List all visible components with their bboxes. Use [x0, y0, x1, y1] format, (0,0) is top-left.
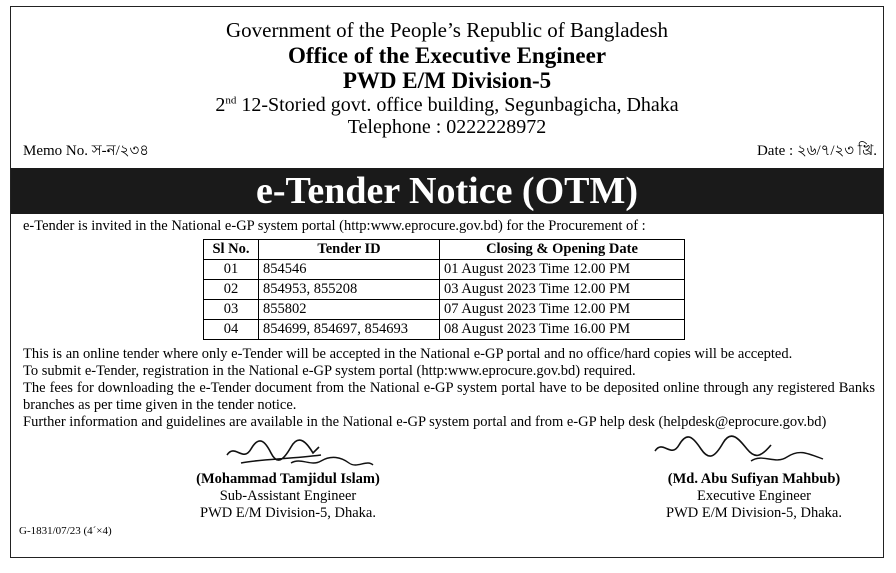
print-code: G-1831/07/23 (4´×4) [19, 525, 112, 537]
left-signatory-title: Sub-Assistant Engineer [219, 487, 357, 504]
memo-row [11, 139, 883, 164]
cell-date: 08 August 2023 Time 16.00 PM [440, 319, 685, 339]
body-paragraph-fees: The fees for downloading the e-Tender document from the National e-GP system portal have to be deposited online through any registered Banks branches as per time given in the tender notice. [23, 379, 875, 413]
cell-sl: 01 [204, 259, 259, 279]
notice-title-banner: e-Tender Notice (OTM) [11, 168, 883, 214]
address-ordinal: 2 [215, 94, 226, 117]
body-paragraph-info [23, 414, 875, 431]
header-tender-id: Tender ID [259, 239, 440, 259]
tender-notice-document [10, 6, 884, 558]
left-signatory [183, 471, 393, 522]
cell-tender-id: 854953, 855208 [259, 279, 440, 299]
office-line: Office of the Executive Engineer [287, 42, 607, 68]
cell-tender-id: 854699, 854697, 854693 [259, 319, 440, 339]
helpdesk-email: (helpdesk@eprocure.gov.bd) [658, 413, 827, 430]
header-date: Closing & Opening Date [440, 239, 685, 259]
intro-text: e-Tender is invited in the National e-GP system portal (http:www.eprocure.gov.bd) for the Procurement of : [23, 217, 646, 234]
notice-body [11, 340, 883, 431]
right-signatory-office: PWD E/M Division-5, Dhaka. [666, 504, 842, 521]
right-signature-mark [651, 431, 831, 471]
left-signatory-name: (Mohammad Tamjidul Islam) [196, 470, 380, 487]
cell-sl: 03 [204, 299, 259, 319]
body-paragraph-registration: To submit e-Tender, registration in the National e-GP system portal (http:www.eprocure.gov.bd) required. [23, 362, 636, 379]
body-info-text: Further information and guidelines are available in the National e-GP system portal and from e-GP help desk [23, 413, 655, 430]
table-row [204, 259, 685, 279]
memo-date: Date : ২৬/৭/২৩ খ্রি. [756, 142, 877, 159]
left-signatory-office: PWD E/M Division-5, Dhaka. [200, 504, 376, 521]
right-signatory-name: (Md. Abu Sufiyan Mahbub) [667, 470, 841, 487]
header-sl: Sl No. [204, 239, 259, 259]
cell-date: 07 August 2023 Time 12.00 PM [440, 299, 685, 319]
letterhead [11, 19, 883, 139]
right-signatory [639, 471, 869, 522]
table-header-row [204, 239, 685, 259]
right-signatory-title: Executive Engineer [697, 487, 811, 504]
telephone-line: Telephone : 0222228972 [347, 116, 547, 139]
cell-sl: 04 [204, 319, 259, 339]
left-signature-mark [221, 433, 381, 473]
table-row [204, 279, 685, 299]
division-line: PWD E/M Division-5 [342, 68, 552, 94]
cell-sl: 02 [204, 279, 259, 299]
tender-table [203, 239, 685, 340]
table-row [204, 319, 685, 339]
table-row [204, 299, 685, 319]
government-line: Government of the People’s Republic of Bangladesh [225, 18, 669, 42]
cell-tender-id: 855802 [259, 299, 440, 319]
address-ordinal-suffix: nd [225, 94, 237, 107]
signature-area [11, 431, 883, 541]
cell-tender-id: 854546 [259, 259, 440, 279]
address-text: 12-Storied govt. office building, Segunbagicha, Dhaka [236, 94, 679, 117]
memo-number: Memo No. স-ন/২৩৪ [23, 142, 150, 159]
cell-date: 03 August 2023 Time 12.00 PM [440, 279, 685, 299]
cell-date: 01 August 2023 Time 12.00 PM [440, 259, 685, 279]
address-line [11, 94, 883, 116]
body-paragraph-online: This is an online tender where only e-Tender will be accepted in the National e-GP portal and no office/hard copies will be accepted. [23, 345, 793, 362]
